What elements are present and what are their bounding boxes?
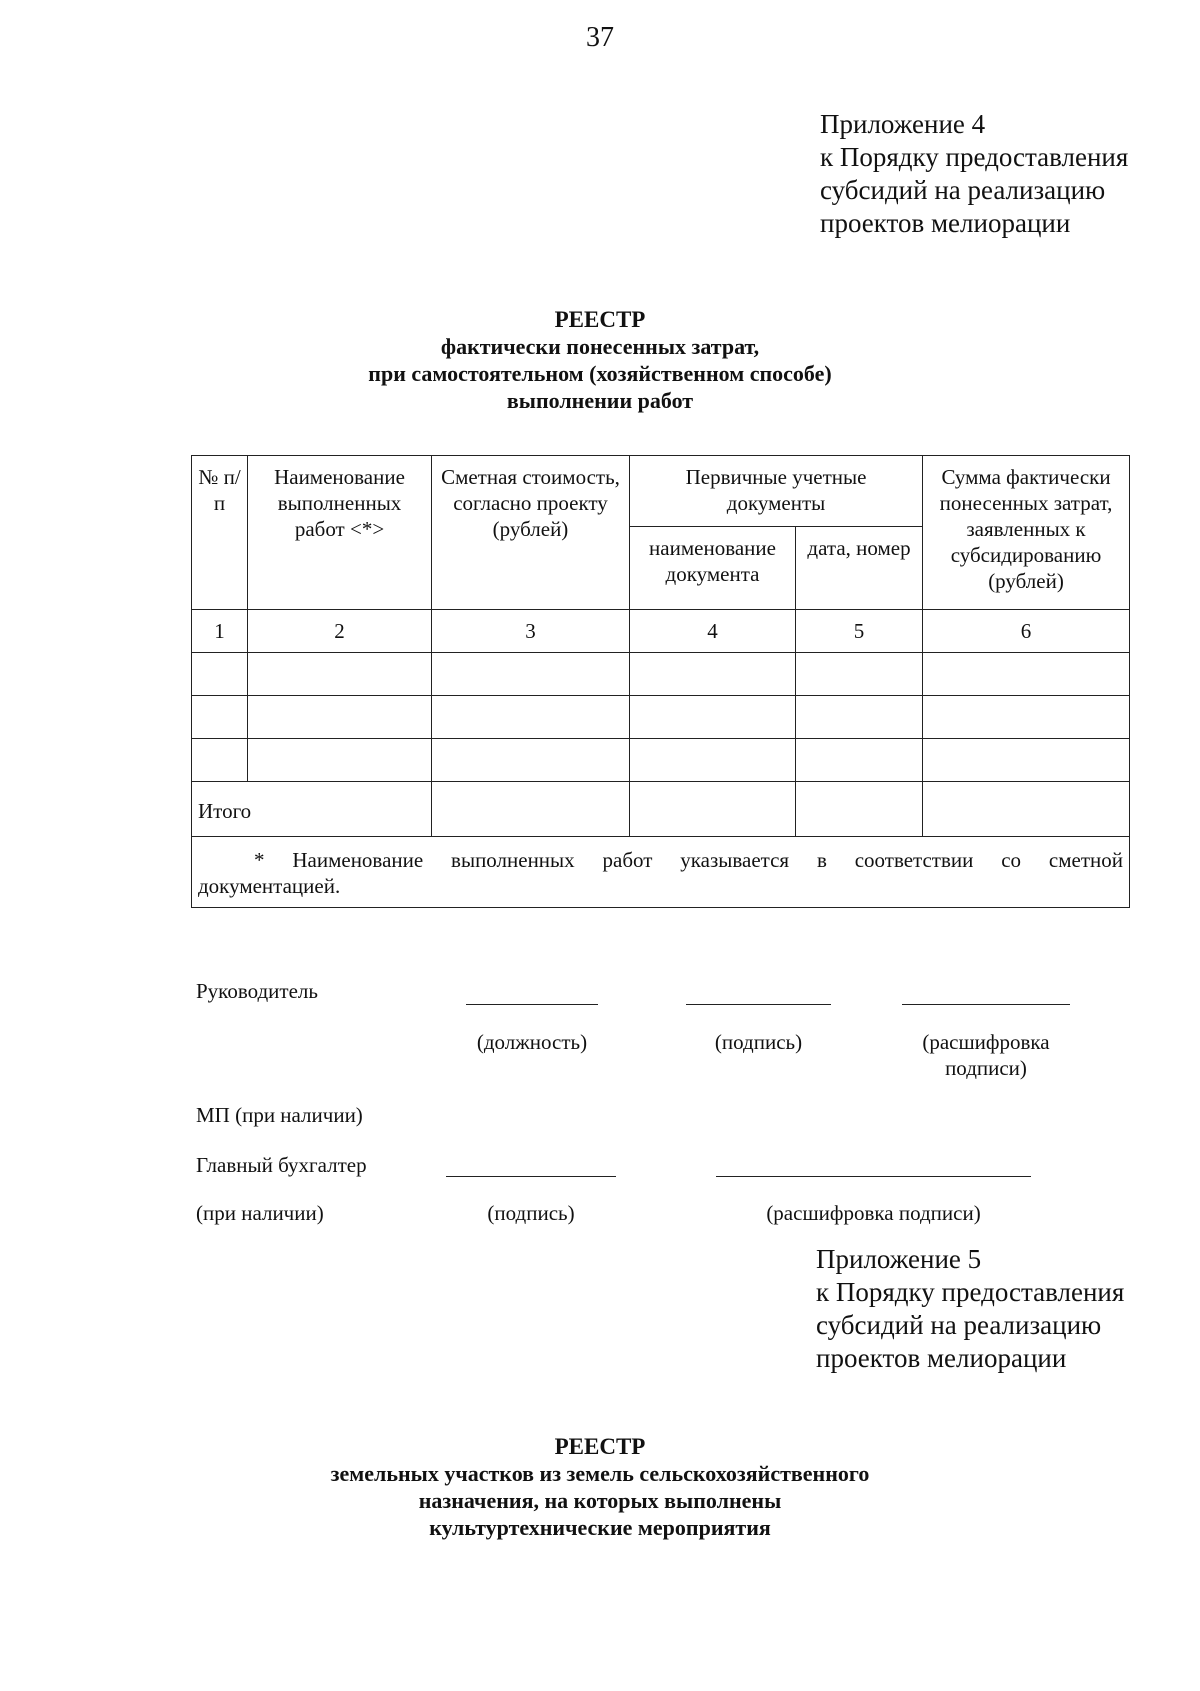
registry-subtitle-line: выполнении работ xyxy=(506,388,694,413)
column-number: 6 xyxy=(923,610,1130,653)
column-number-row xyxy=(192,610,1130,653)
table-footnote xyxy=(192,837,1130,908)
header-primary-documents: Первичные учетные документы xyxy=(630,456,923,527)
accountant-decoding-line xyxy=(716,1176,1031,1177)
appendix-line: Приложение 4 xyxy=(820,109,986,139)
header-date-number: дата, номер xyxy=(796,527,923,610)
appendix-line: Приложение 5 xyxy=(816,1244,982,1274)
table-cell xyxy=(432,653,630,696)
appendix-line: к Порядку предоставления xyxy=(816,1277,1125,1307)
table-row xyxy=(192,653,1130,696)
signature-caption: (подпись) xyxy=(714,1030,803,1054)
accountant-signature-line xyxy=(446,1176,616,1177)
column-number: 1 xyxy=(192,610,248,653)
footnote-line: документацией. xyxy=(198,874,341,898)
header-document-name: наименование документа xyxy=(630,527,796,610)
registry-subtitle-line: культуртехнические мероприятия xyxy=(429,1515,771,1540)
table-cell xyxy=(923,653,1130,696)
accountant-decoding-caption: (расшифровка подписи) xyxy=(766,1201,981,1225)
appendix-5-heading xyxy=(816,1243,1124,1375)
table-cell xyxy=(796,653,923,696)
registry-subtitle-line: при самостоятельном (хозяйственном способе) xyxy=(368,361,832,386)
table-cell xyxy=(630,739,796,782)
table-cell xyxy=(432,696,630,739)
table-cell xyxy=(248,696,432,739)
registry-land-title xyxy=(0,1433,1200,1541)
table-cell xyxy=(923,782,1130,837)
table-cell xyxy=(192,739,248,782)
registry-costs-title xyxy=(0,306,1200,414)
decoding-caption-line: подписи) xyxy=(945,1056,1027,1080)
table-cell xyxy=(432,739,630,782)
total-label: Итого xyxy=(192,782,432,837)
note-row xyxy=(192,837,1130,908)
signature-line xyxy=(686,1004,831,1005)
position-caption: (должность) xyxy=(476,1030,588,1054)
table-row xyxy=(192,739,1130,782)
appendix-line: субсидий на реализацию xyxy=(816,1310,1102,1340)
column-number: 2 xyxy=(248,610,432,653)
table-cell xyxy=(248,653,432,696)
registry-title: РЕЕСТР xyxy=(554,1434,646,1459)
table-cell xyxy=(923,739,1130,782)
table-cell xyxy=(192,653,248,696)
table-cell xyxy=(796,782,923,837)
table-cell xyxy=(248,739,432,782)
header-work-name: Наименование выполненных работ <*> xyxy=(248,456,432,610)
table-cell xyxy=(796,696,923,739)
table-cell xyxy=(630,653,796,696)
table-cell xyxy=(630,696,796,739)
table-row xyxy=(192,696,1130,739)
table-header-row xyxy=(192,456,1130,527)
decoding-caption-line: (расшифровка xyxy=(922,1030,1050,1054)
footnote-line: * Наименование выполненных работ указывается в соответствии со сметной xyxy=(254,848,1124,872)
registry-subtitle-line: земельных участков из земель сельскохозяйственного xyxy=(330,1461,870,1486)
table-cell xyxy=(630,782,796,837)
stamp-label: МП (при наличии) xyxy=(196,1103,363,1127)
appendix-line: к Порядку предоставления xyxy=(820,142,1129,172)
accountant-label: Главный бухгалтер xyxy=(196,1153,367,1177)
column-number: 3 xyxy=(432,610,630,653)
costs-registry-table xyxy=(191,455,1130,908)
header-estimated-cost: Сметная стоимость, согласно проекту (рублей) xyxy=(432,456,630,610)
registry-subtitle-line: назначения, на которых выполнены xyxy=(418,1488,782,1513)
signature-decoding-line xyxy=(902,1004,1070,1005)
table-cell xyxy=(796,739,923,782)
appendix-line: проектов мелиорации xyxy=(820,208,1071,238)
decoding-caption xyxy=(890,1029,1082,1081)
table-cell xyxy=(192,696,248,739)
total-row xyxy=(192,782,1130,837)
accountant-signature-caption: (подпись) xyxy=(487,1201,575,1225)
header-number: № п/п xyxy=(192,456,248,610)
appendix-4-heading xyxy=(820,108,1128,240)
appendix-line: субсидий на реализацию xyxy=(820,175,1106,205)
page-number: 37 xyxy=(586,22,614,53)
table-cell xyxy=(923,696,1130,739)
column-number: 5 xyxy=(796,610,923,653)
accountant-sub-label: (при наличии) xyxy=(196,1201,324,1225)
head-label: Руководитель xyxy=(196,979,318,1003)
registry-subtitle-line: фактически понесенных затрат, xyxy=(440,334,760,359)
appendix-line: проектов мелиорации xyxy=(816,1343,1067,1373)
column-number: 4 xyxy=(630,610,796,653)
header-actual-sum: Сумма фактически понесенных затрат, заявленных к субсидированию (рублей) xyxy=(923,456,1130,610)
table-cell xyxy=(432,782,630,837)
position-line xyxy=(466,1004,598,1005)
registry-title: РЕЕСТР xyxy=(554,307,646,332)
